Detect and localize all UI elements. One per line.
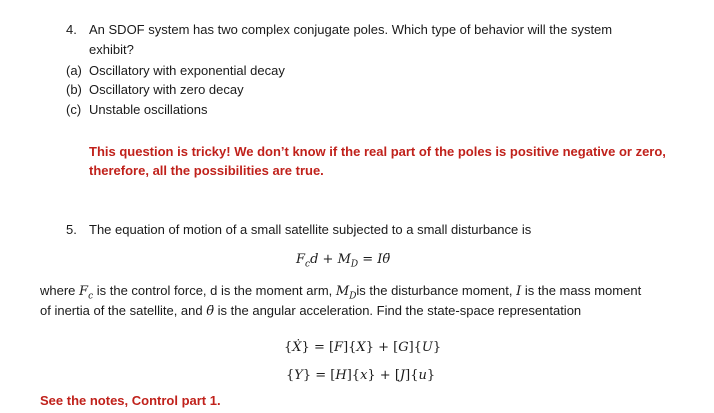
question-4-number: 4. — [66, 22, 77, 37]
option-b-label: (b) — [66, 82, 82, 97]
question-4-answer-line1: This question is tricky! We don’t know if the real part of the poles is positive negative or zero, — [89, 144, 666, 159]
question-5-answer: See the notes, Control part 1. — [40, 393, 221, 408]
option-c-label: (c) — [66, 102, 82, 117]
equation-of-motion: $F_cd + M_D$ = Iθ̈ — [296, 252, 391, 270]
option-c-text: Unstable oscillations — [89, 102, 208, 117]
question-5-number: 5. — [66, 222, 77, 237]
option-b-text: Oscillatory with zero decay — [89, 82, 244, 97]
question-4-text-line2: exhibit? — [89, 42, 134, 57]
state-equation-1: {Ẋ} = [F]{X} + [G]{U} — [284, 340, 442, 355]
question-4-answer-line2: therefore, all the possibilities are true. — [89, 163, 324, 178]
question-4-text-line1: An SDOF system has two complex conjugate poles. Which type of behavior will the system — [89, 22, 613, 37]
state-equation-2: {Y} = [H]{x} + [J]{u} — [286, 368, 436, 383]
where-line-2: of inertia of the satellite, and θ̈ is the angular acceleration. Find the state-space representation — [40, 303, 582, 319]
option-a-label: (a) — [66, 63, 82, 78]
option-a-text: Oscillatory with exponential decay — [89, 63, 285, 78]
question-5-text: The equation of motion of a small satellite subjected to a small disturbance is — [89, 222, 532, 237]
where-line-1: where $F_c$ is the control force, d is the moment arm, $M_Dis$ the disturbance moment, I is the mass moment — [40, 283, 642, 302]
